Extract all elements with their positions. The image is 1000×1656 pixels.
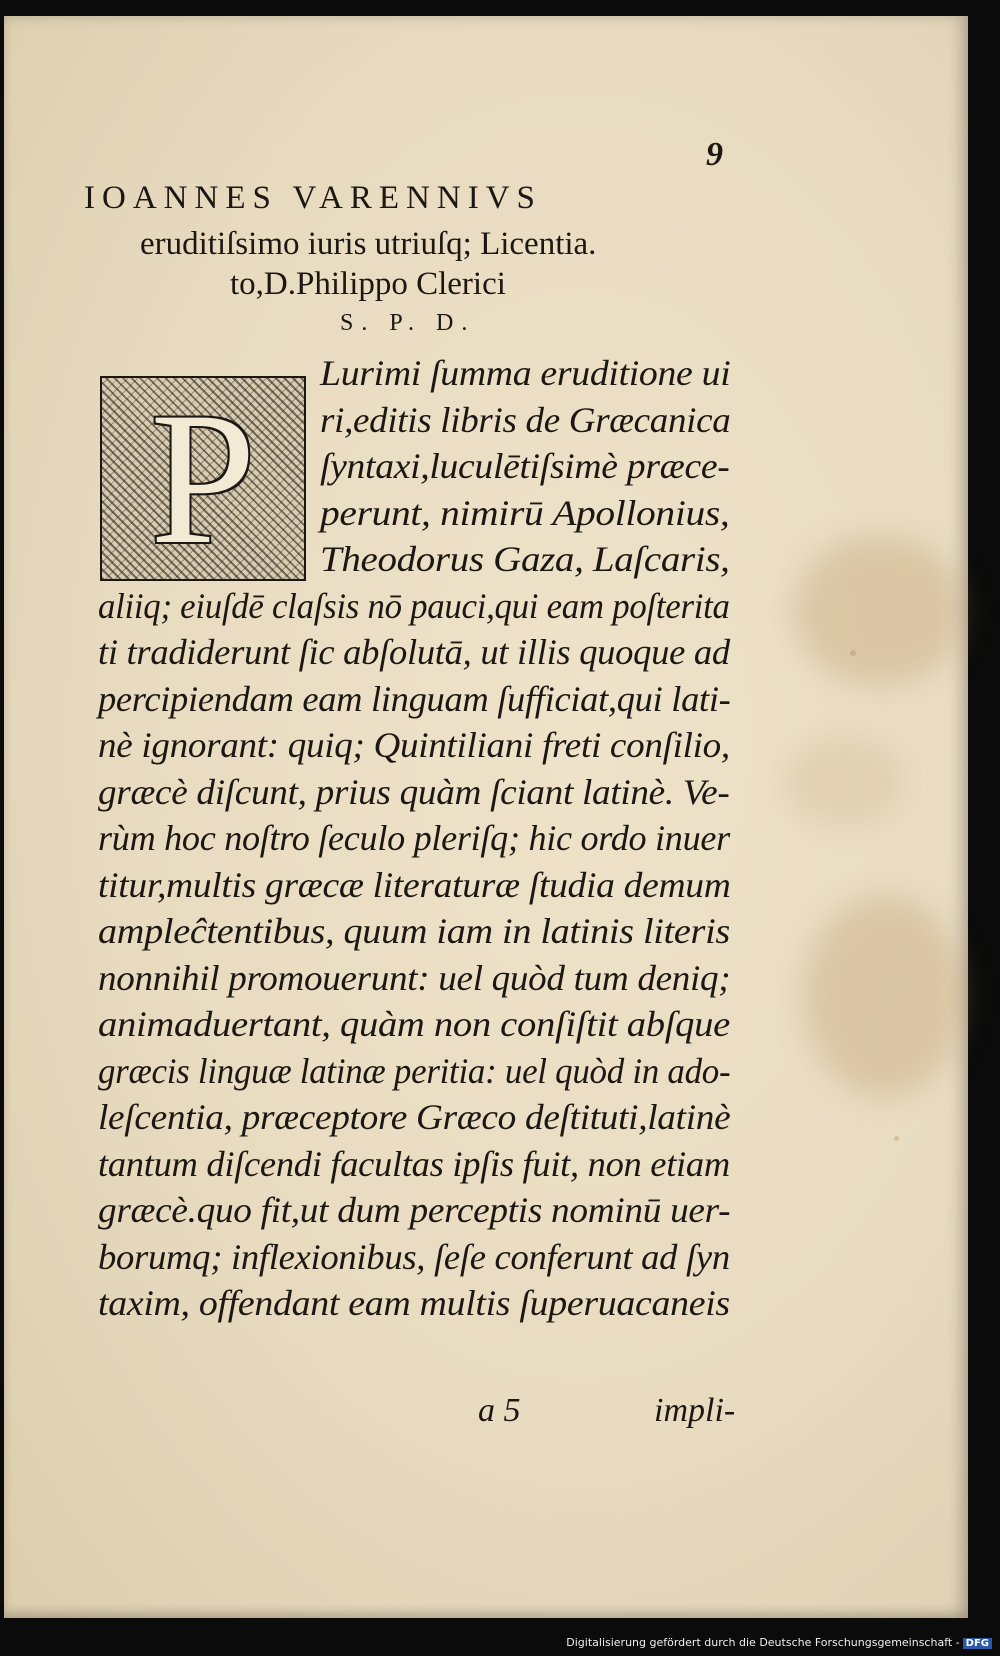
text-line: Lurimi ſumma eruditione ui	[320, 353, 731, 393]
dfg-logo: DFG	[963, 1638, 992, 1649]
catchword: impli-	[654, 1392, 736, 1429]
signature-mark: a 5	[478, 1392, 521, 1429]
text-line: nè ignorant: quiq; Quintiliani freti conſilio,	[98, 725, 730, 765]
text-line: ti tradiderunt ſic abſolutā, ut illis quoque ad	[98, 632, 730, 672]
text-line: aliiq; eiuſdē claſsis nō pauci,qui eam poſterita	[98, 585, 730, 626]
text-line: percipiendam eam linguam ſufficiat,qui lati-	[98, 678, 731, 719]
water-stain	[804, 896, 964, 1096]
text-line: Theodorus Gaza, Laſcaris,	[320, 539, 730, 579]
text-line: græcis linguæ latinæ peritia: uel quòd in ado-	[98, 1050, 731, 1091]
text-line: animaduertant, quàm non conſiſtit abſque	[98, 1004, 730, 1044]
digitization-footer	[566, 1636, 992, 1649]
water-stain	[784, 736, 904, 826]
text-line: taxim, offendant eam multis ſuperuacaneis	[98, 1283, 730, 1323]
footer-text: Digitalisierung gefördert durch die Deutsche Forschungsgemeinschaft -	[566, 1636, 960, 1649]
text-line: nonnihil promouerunt: uel quòd tum deniq;	[98, 957, 731, 998]
heading-author: IOANNES VARENNIVS	[84, 180, 542, 216]
heading-line-3: to,D.Philippo Clerici	[230, 266, 506, 302]
initial-letter: P	[150, 373, 256, 584]
text-line: græcè.quo fit,ut dum perceptis nominū uer-	[98, 1190, 731, 1230]
text-line: perunt, nimirū Apollonius,	[320, 492, 730, 533]
decorated-initial	[100, 373, 306, 584]
text-line: borumq; inflexionibus, ſeſe conferunt ad ſyn	[98, 1236, 730, 1277]
text-line: tantum diſcendi facultas ipſis fuit, non etiam	[98, 1143, 730, 1184]
text-line: rùm hoc noſtro ſeculo pleriſq; hic ordo inuer	[98, 818, 730, 858]
text-line: græcè diſcunt, prius quàm ſciant latinè. Ve-	[98, 771, 730, 812]
foxing-spot	[894, 1136, 899, 1141]
page-number: 9	[706, 136, 723, 173]
text-line: titur,multis græcæ literaturæ ſtudia demum	[98, 864, 731, 905]
text-line: ampleĉtentibus, quum iam in latinis literis	[98, 911, 730, 951]
text-line: leſcentia, præceptore Græco deſtituti,latinè	[98, 1097, 731, 1137]
water-stain	[794, 536, 964, 686]
heading-salutation: S. P. D.	[340, 310, 476, 336]
foxing-spot	[850, 650, 856, 656]
text-line: ri,editis libris de Græcanica	[320, 399, 731, 440]
heading-line-2: eruditiſsimo iuris utriuſq; Licentia.	[140, 226, 597, 262]
text-line: ſyntaxi,luculētiſsimè præce-	[320, 446, 730, 486]
